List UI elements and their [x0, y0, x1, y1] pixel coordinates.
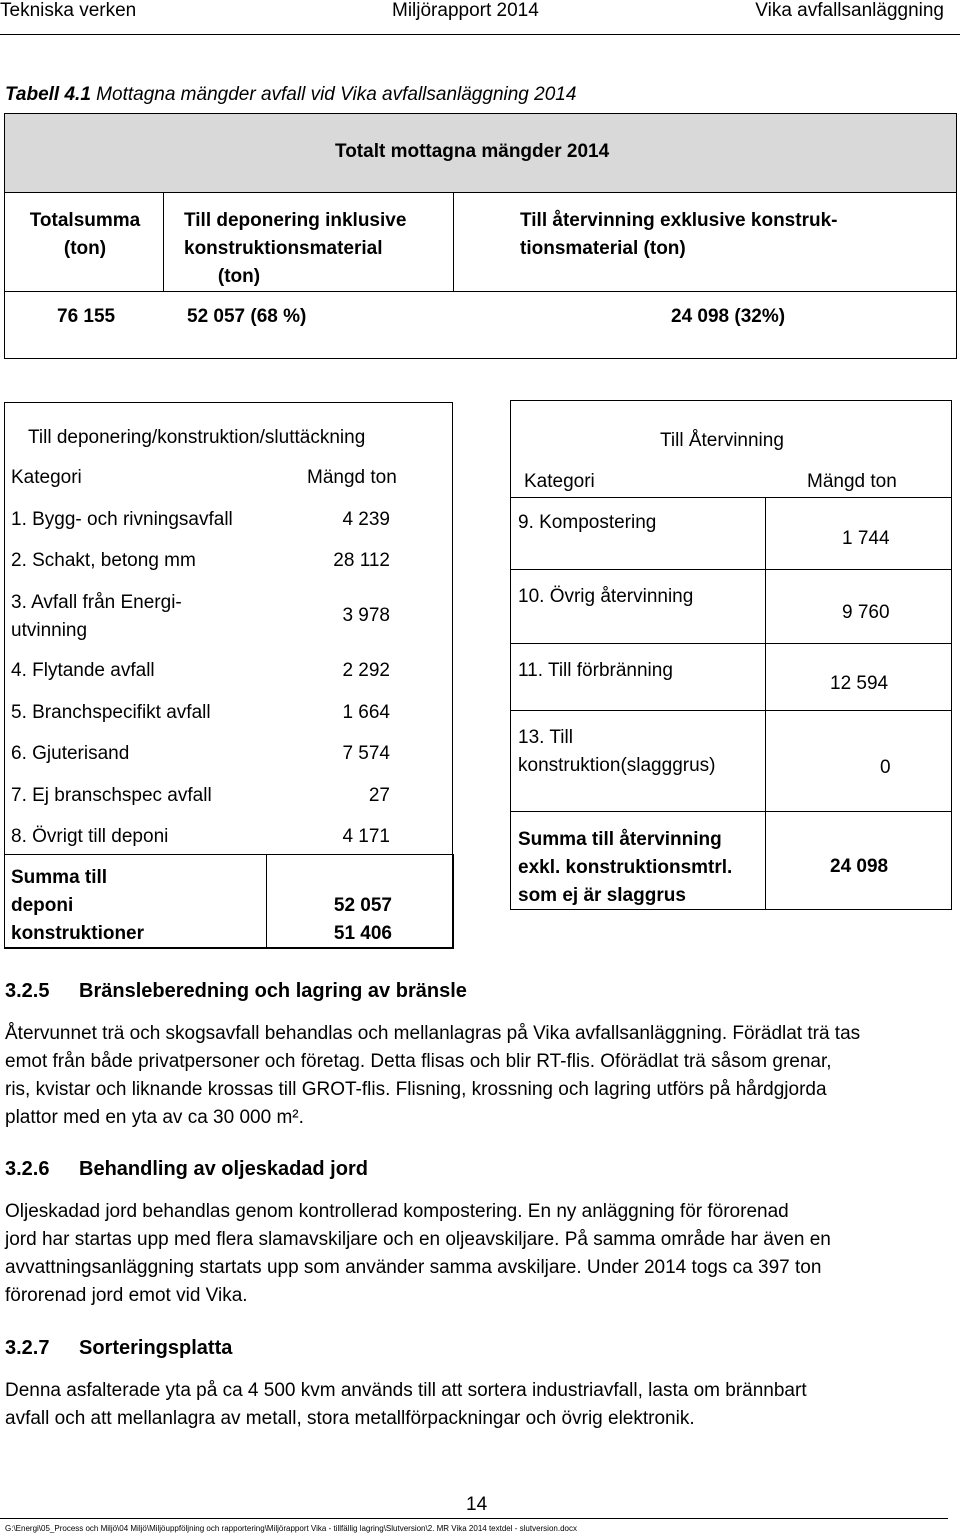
- table-cell-mangd: 27: [368, 785, 390, 806]
- table-cell-mangd: 1 664: [342, 702, 390, 723]
- table-row: 5. Branchspecifikt avfall: [11, 702, 211, 723]
- deponering-col-kategori: Kategori: [11, 467, 82, 488]
- summa-value-cell: 52 057 51 406: [266, 854, 454, 949]
- table-row: 4. Flytande avfall: [11, 660, 155, 681]
- table-cell-mangd: 9 760: [765, 569, 952, 644]
- section-paragraph: Denna asfalterade yta på ca 4 500 kvm används till att sortera industriavfall, lasta om brännbart avfall och att mellanlagra av metall, stora metallförpackningar och övrig elektronik.: [5, 1380, 807, 1429]
- atervinning-col-kategori: Kategori: [524, 471, 595, 492]
- table-cell-mangd: 12 594: [765, 643, 952, 711]
- section-heading: 3.2.6 Behandling av oljeskadad jord: [5, 1158, 368, 1180]
- table-cell-mangd: 2 292: [342, 660, 390, 681]
- summa-label-cell: Summa till återvinning exkl. konstruktionsmtrl. som ej är slaggrus: [510, 811, 766, 910]
- table-row: 10. Övrig återvinning: [510, 569, 766, 644]
- footer-rule: [0, 1518, 948, 1519]
- section-paragraph: Oljeskadad jord behandlas genom kontrollerad kompostering. En ny anläggning för förorenad jord har startas upp med flera slamavskiljare och en oljeavskiljare. På samma område har även en avvattningsanläggning startats upp som använder samma avskiljare. Under 2014 togs ca 397 ton förorenad jord emot vid Vika.: [5, 1201, 831, 1306]
- summa-label-cell: Summa till deponi konstruktioner: [4, 854, 267, 949]
- table-cell-mangd: 0: [765, 710, 952, 812]
- table-row: 7. Ej branschspec avfall: [11, 785, 212, 806]
- table-row: 9. Kompostering: [510, 497, 766, 570]
- section-paragraph: Återvunnet trä och skogsavfall behandlas och mellanlagras på Vika avfallsanläggning. Förädlat trä tas emot från både privatpersoner och företag. Detta flisas och blir RT-flis. Oförädlat trä såsom grenar, ris, kvistar och liknande krossas till GROT-flis. Flisning, krossning och lagring utförs på hårdgjorda plattor med en yta av ca 30 000 m².: [5, 1023, 861, 1128]
- summa-value-cell: 24 098: [765, 811, 952, 910]
- summary-table-title-cell: [4, 113, 957, 193]
- atervinning-value: 24 098 (32%): [671, 306, 786, 327]
- header-right: Vika avfallsanläggning: [755, 0, 944, 21]
- section-heading: 3.2.7 Sorteringsplatta: [5, 1337, 233, 1359]
- header-rule: [0, 34, 960, 35]
- table-row: 8. Övrigt till deponi: [11, 826, 169, 847]
- atervinning-table-title: Till Återvinning: [660, 430, 784, 451]
- deponering-col-mangd: Mängd ton: [307, 467, 397, 488]
- table-cell-mangd: 7 574: [342, 743, 390, 764]
- summary-values-row: [4, 291, 957, 359]
- table-cell-mangd: 4 239: [342, 509, 390, 530]
- table-row: 6. Gjuterisand: [11, 743, 130, 764]
- col-atervinning-header: Till återvinning exklusive konstruk- tionsmaterial (ton): [453, 192, 957, 292]
- table-cell-mangd: 28 112: [333, 550, 390, 571]
- table-row: 11. Till förbränning: [510, 643, 766, 711]
- total-value: 76 155: [57, 306, 116, 327]
- table-cell-mangd: 4 171: [342, 826, 390, 847]
- table-cell-mangd: 1 744: [765, 497, 952, 570]
- table-row: 13. Till konstruktion(slagggrus): [510, 710, 766, 812]
- deponering-table-title: Till deponering/konstruktion/sluttäckning: [28, 427, 366, 448]
- page-number: 14: [466, 1494, 488, 1515]
- deponering-table: [4, 402, 453, 948]
- col-deponering-header: Till deponering inklusive konstruktionsmaterial (ton): [163, 192, 454, 292]
- col-totalsumma-header: Totalsumma (ton): [4, 192, 164, 292]
- table-cell-mangd: 3 978: [342, 605, 390, 626]
- summary-table-title: Totalt mottagna mängder 2014: [335, 141, 610, 162]
- atervinning-header-cell: [510, 400, 952, 498]
- table-row: 1. Bygg- och rivningsavfall: [11, 509, 233, 530]
- deponering-value: 52 057 (68 %): [187, 306, 307, 327]
- footer-path: G:\Energi\05_Process och Miljö\04 Miljö\Miljöuppföljning och rapportering\Miljörapport Vika - tillfällig lagring\Slutversion\2. MR Vika 2014 textdel - slutversion.docx: [5, 1524, 577, 1533]
- atervinning-col-mangd: Mängd ton: [807, 471, 897, 492]
- header-left: Tekniska verken: [0, 0, 137, 21]
- header-center: Miljörapport 2014: [392, 0, 539, 21]
- table-row: 3. Avfall från Energi- utvinning: [11, 592, 182, 641]
- table-caption: Tabell 4.1 Mottagna mängder avfall vid Vika avfallsanläggning 2014: [5, 84, 577, 105]
- section-heading: 3.2.5 Bränsleberedning och lagring av bränsle: [5, 980, 467, 1002]
- table-row: 2. Schakt, betong mm: [11, 550, 196, 571]
